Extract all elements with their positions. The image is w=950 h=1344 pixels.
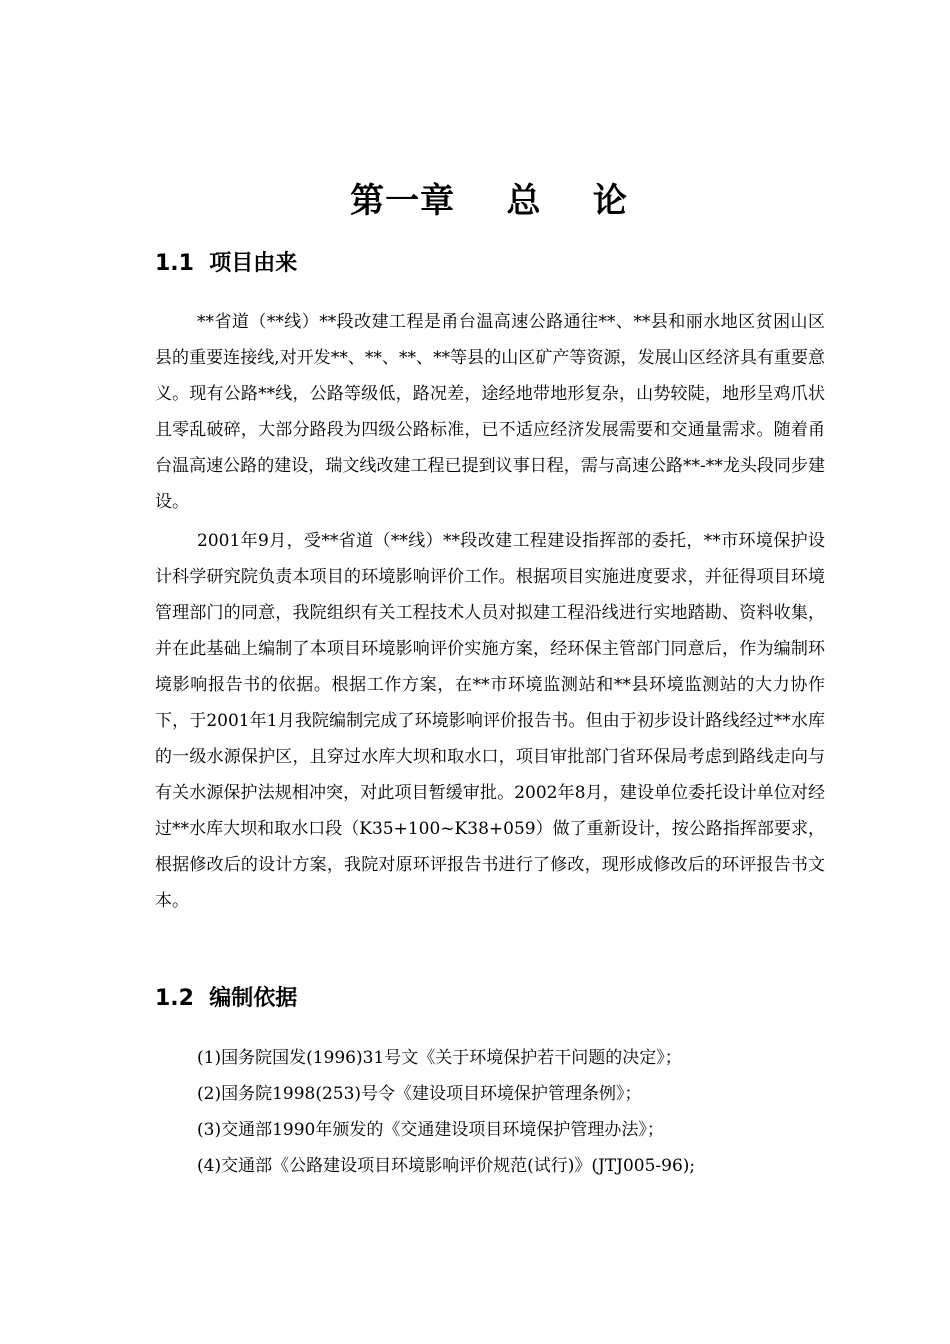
basis-list bbox=[197, 1040, 695, 1184]
section-heading-1-2: 1.2 编制依据 bbox=[155, 986, 298, 1011]
basis-item: (3)交通部1990年颁发的《交通建设项目环境保护管理办法》； bbox=[197, 1120, 664, 1140]
basis-item: (4)交通部《公路建设项目环境影响评价规范(试行)》(JTJ005-96); bbox=[197, 1156, 696, 1176]
chapter-title: 第一章 总 论 bbox=[350, 181, 628, 221]
paragraph-project-origin-2: 2001年9月，受**省道（**线）**段改建工程建设指挥部的委托，**市环境保护设计科学研究院负责本项目的环境影响评价工作。根据项目实施进度要求，并征得项目环境管理部门的同意，我院组织有关工程技术人员对拟建工程沿线进行实地踏勘、资料收集，并在此基础上编制了本项目环境影响评价实施方案，经环保主管部门同意后，作为编制环境影响报告书的依据。根据工作方案，在**市环境监测站和**县环境监测站的大力协作下，于2001年1月我院编制完成了环境影响评价报告书。但由于初步设计路线经过**水库的一级水源保护区，且穿过水库大坝和取水口，项目审批部门省环保局考虑到路线走向与有关水源保护法规相冲突，对此项目暂缓审批。2002年8月，建设单位委托设计单位对经过**水库大坝和取水口段（K35+100~K38+059）做了重新设计，按公路指挥部要求，根据修改后的设计方案，我院对原环评报告书进行了修改，现形成修改后的环评报告书文本。 bbox=[155, 531, 825, 911]
basis-item: (2)国务院1998(253)号令《建设项目环境保护管理条例》； bbox=[197, 1084, 642, 1104]
section-heading-1-1: 1.1 项目由来 bbox=[155, 251, 298, 276]
paragraph-project-origin-1: **省道（**线）**段改建工程是甬台温高速公路通往**、**县和丽水地区贫困山区县的重要连接线,对开发**、**、**、**等县的山区矿产等资源，发展山区经济具有重要意义。现有公路**线，公路等级低，路况差，途经地带地形复杂，山势较陡，地形呈鸡爪状且零乱破碎，大部分路段为四级公路标准，已不适应经济发展需要和交通量需求。随着甬台温高速公路的建设，瑞文线改建工程已提到议事日程，需与高速公路**-**龙头段同步建设。 bbox=[155, 312, 825, 512]
basis-item: (1)国务院国发(1996)31号文《关于环境保护若干问题的决定》； bbox=[197, 1048, 682, 1068]
